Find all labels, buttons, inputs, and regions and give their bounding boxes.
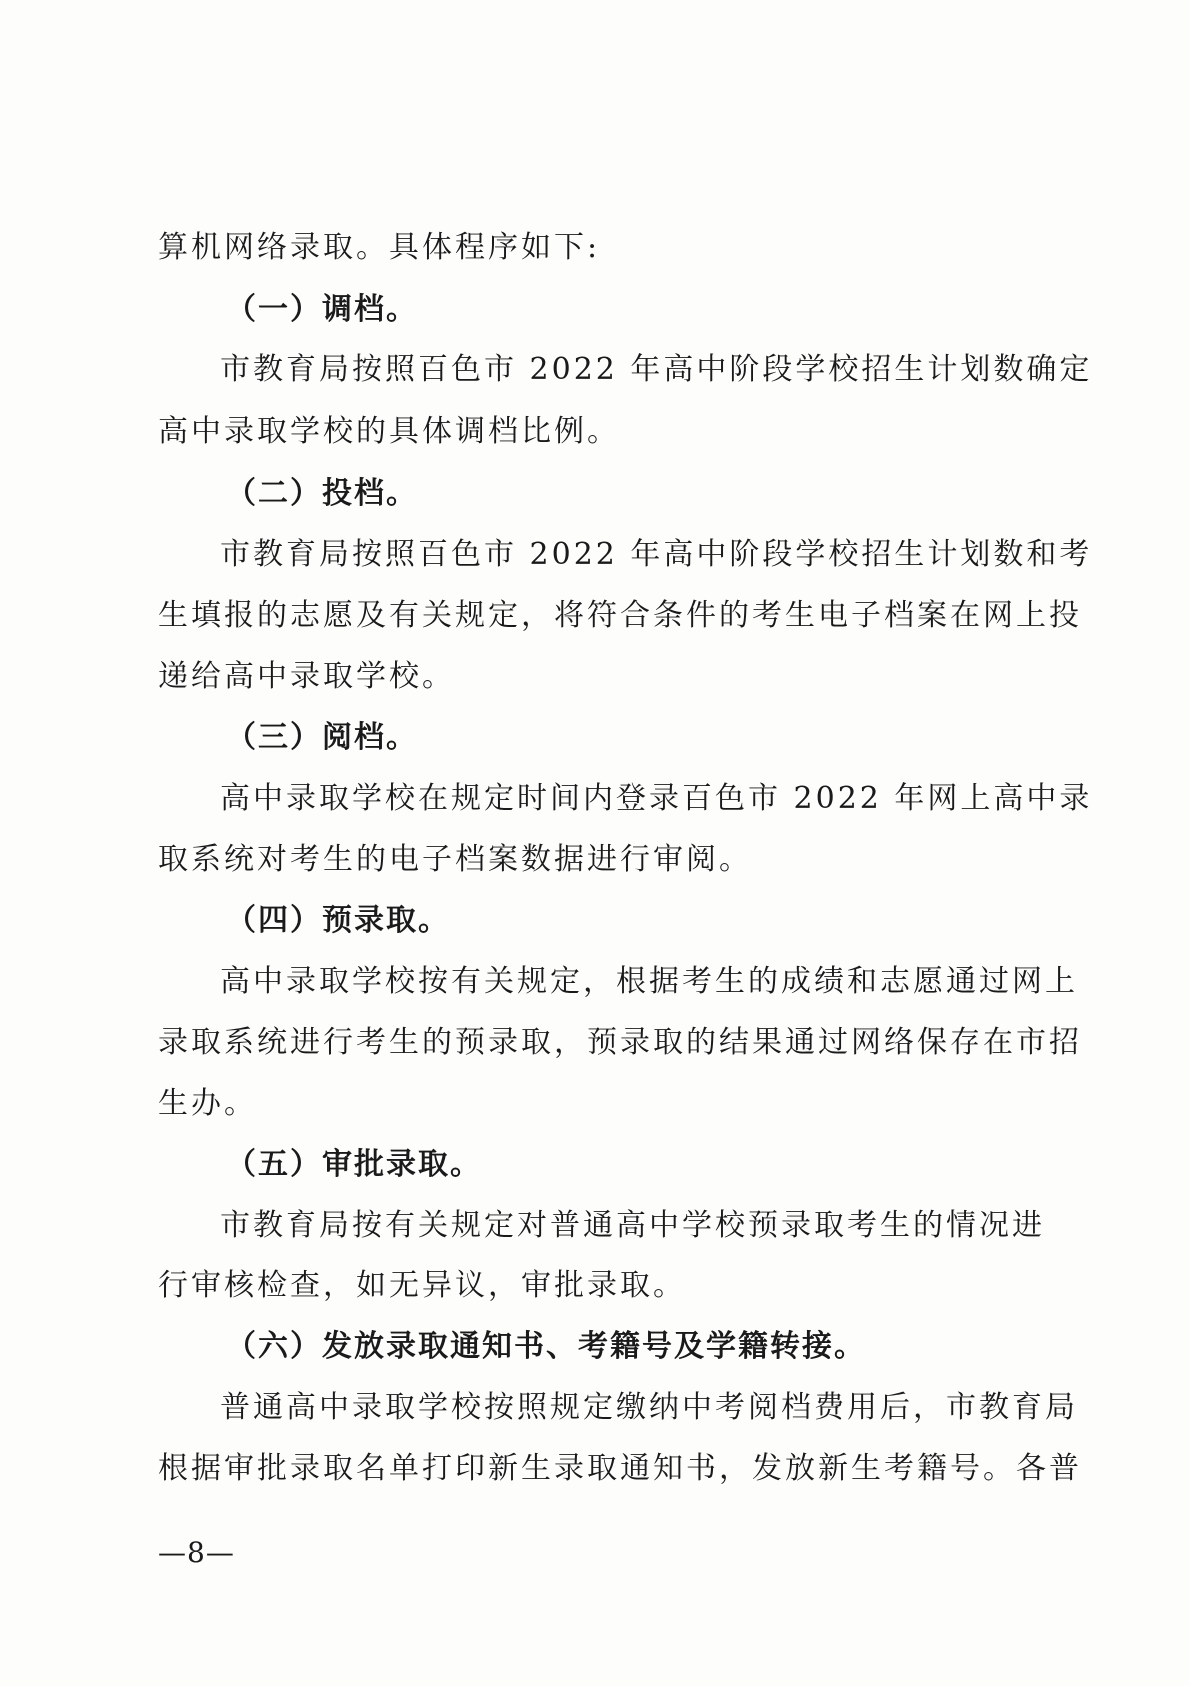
body-text-line: 生填报的志愿及有关规定，将符合条件的考生电子档案在网上投 <box>158 598 1082 633</box>
body-text-line: 高中录取学校按有关规定，根据考生的成绩和志愿通过网上 <box>220 964 1078 999</box>
section-heading-1: （一）调档。 <box>226 292 418 327</box>
page-number: —8— <box>158 1536 235 1569</box>
body-text-line: 递给高中录取学校。 <box>158 659 455 694</box>
body-text-line: 高中录取学校在规定时间内登录百色市 2022 年网上高中录 <box>220 781 1093 816</box>
section-heading-3: （三）阅档。 <box>226 720 418 755</box>
body-text-line: 市教育局按有关规定对普通高中学校预录取考生的情况进 <box>220 1208 1045 1243</box>
body-text-line: 算机网络录取。具体程序如下: <box>158 230 601 265</box>
body-text-line: 普通高中录取学校按照规定缴纳中考阅档费用后，市教育局 <box>220 1390 1078 1425</box>
body-text-line: 市教育局按照百色市 2022 年高中阶段学校招生计划数和考 <box>220 537 1093 572</box>
body-text-line: 生办。 <box>158 1086 257 1121</box>
body-text-line: 录取系统进行考生的预录取，预录取的结果通过网络保存在市招 <box>158 1025 1082 1060</box>
section-heading-6: （六）发放录取通知书、考籍号及学籍转接。 <box>226 1329 866 1364</box>
body-text-line: 市教育局按照百色市 2022 年高中阶段学校招生计划数确定 <box>220 352 1093 387</box>
body-text-line: 高中录取学校的具体调档比例。 <box>158 414 620 449</box>
body-text-line: 取系统对考生的电子档案数据进行审阅。 <box>158 842 752 877</box>
section-heading-5: （五）审批录取。 <box>226 1147 482 1182</box>
body-text-line: 根据审批录取名单打印新生录取通知书，发放新生考籍号。各普 <box>158 1451 1082 1486</box>
section-heading-4: （四）预录取。 <box>226 903 450 938</box>
body-text-line: 行审核检查，如无异议，审批录取。 <box>158 1268 686 1303</box>
section-heading-2: （二）投档。 <box>226 476 418 511</box>
